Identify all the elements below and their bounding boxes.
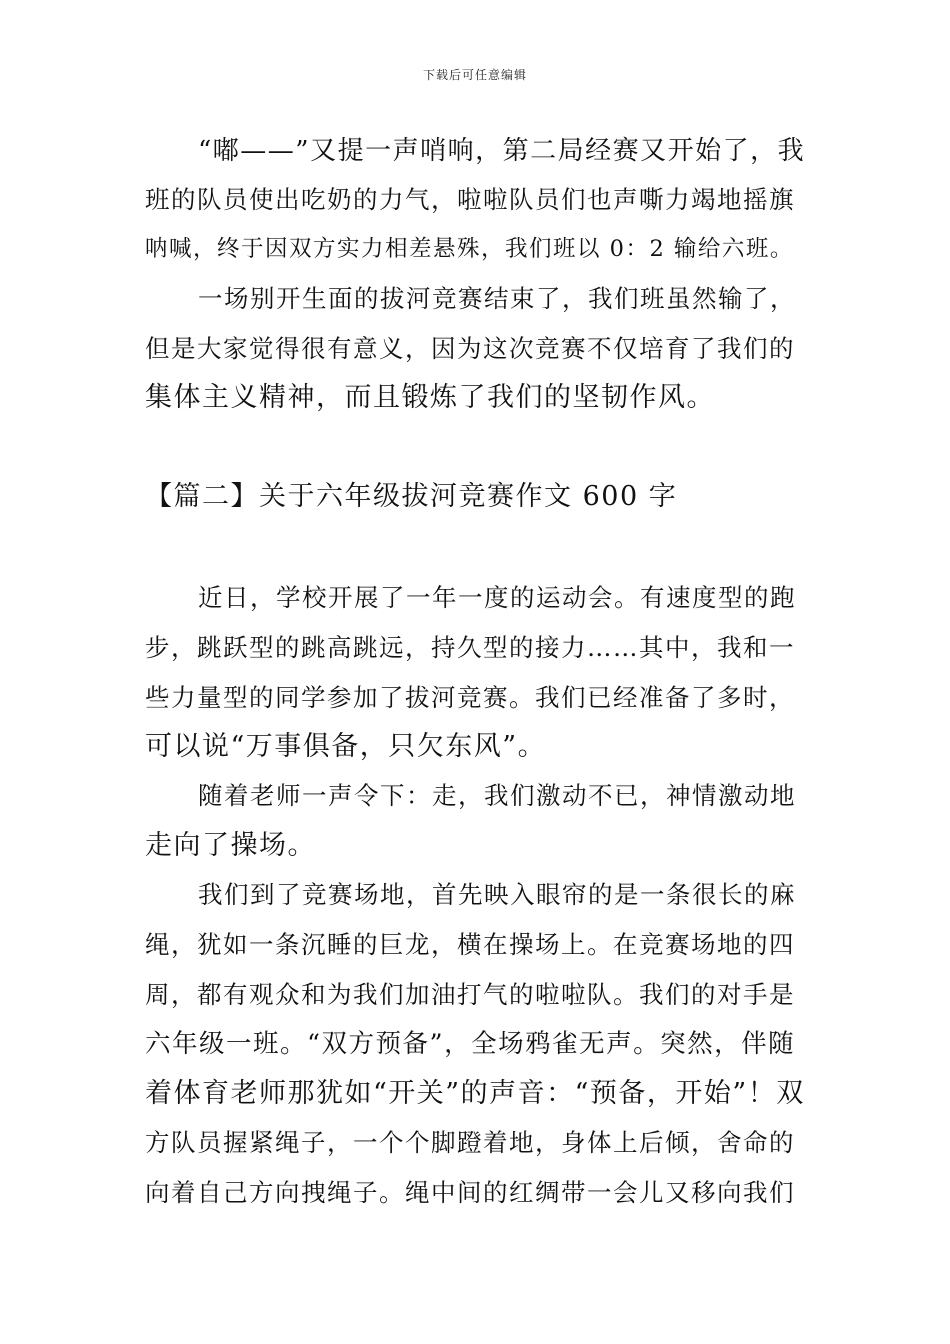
paragraph-line: 呐喊，终于因双方实力相差悬殊，我们班以 0：2 输给六班。 (145, 236, 794, 262)
paragraph-line: 走向了操场。 (145, 830, 316, 861)
paragraph-line: 步，跳跃型的跳高跳远，持久型的接力……其中，我和一 (145, 633, 795, 662)
paragraph-line: 但是大家觉得很有意义，因为这次竞赛不仅培育了我们的 (145, 334, 795, 363)
paragraph-line: 一场别开生面的拔河竞赛结束了，我们班虽然输了， (198, 284, 796, 313)
header-note: 下载后可任意编辑 (422, 68, 527, 82)
paragraph-line: 可以说“万事俱备，只欠东风”。 (145, 731, 547, 762)
paragraph-line: 绳，犹如一条沉睡的巨龙，横在操场上。在竞赛场地的四 (145, 930, 795, 959)
paragraph-line: 些力量型的同学参加了拔河竞赛。我们已经准备了多时， (145, 683, 795, 712)
paragraph-line: 方队员握紧绳子，一个个脚蹬着地，身体上后倾，舍命的 (145, 1128, 795, 1157)
paragraph-line: 六年级一班。“双方预备”，全场鸦雀无声。突然，伴随 (145, 1029, 796, 1059)
paragraph-line: 随着老师一声令下：走，我们激动不已，神情激动地 (198, 781, 796, 810)
section-heading: 【篇二】关于六年级拔河竞赛作文 600 字 (145, 481, 678, 512)
paragraph-line: 向着自己方向拽绳子。绳中间的红绸带一会儿又移向我们 (145, 1178, 795, 1207)
paragraph-line: 周，都有观众和为我们加油打气的啦啦队。我们的对手是 (145, 980, 795, 1009)
paragraph-line: 我们到了竞赛场地，首先映入眼帘的是一条很长的麻 (198, 880, 796, 909)
paragraph-line: 班的队员使出吃奶的力气，啦啦队员们也声嘶力竭地摇旗 (145, 185, 795, 214)
paragraph-line: 着体育老师那犹如“开关”的声音：“预备，开始”！双 (145, 1078, 805, 1109)
paragraph-line: “嘟——”又提一声哨响，第二局经赛又开始了，我 (198, 136, 806, 166)
paragraph-line: 近日，学校开展了一年一度的运动会。有速度型的跑 (198, 583, 796, 612)
paragraph-line: 集体主义精神，而且锻炼了我们的坚韧作风。 (145, 382, 715, 413)
